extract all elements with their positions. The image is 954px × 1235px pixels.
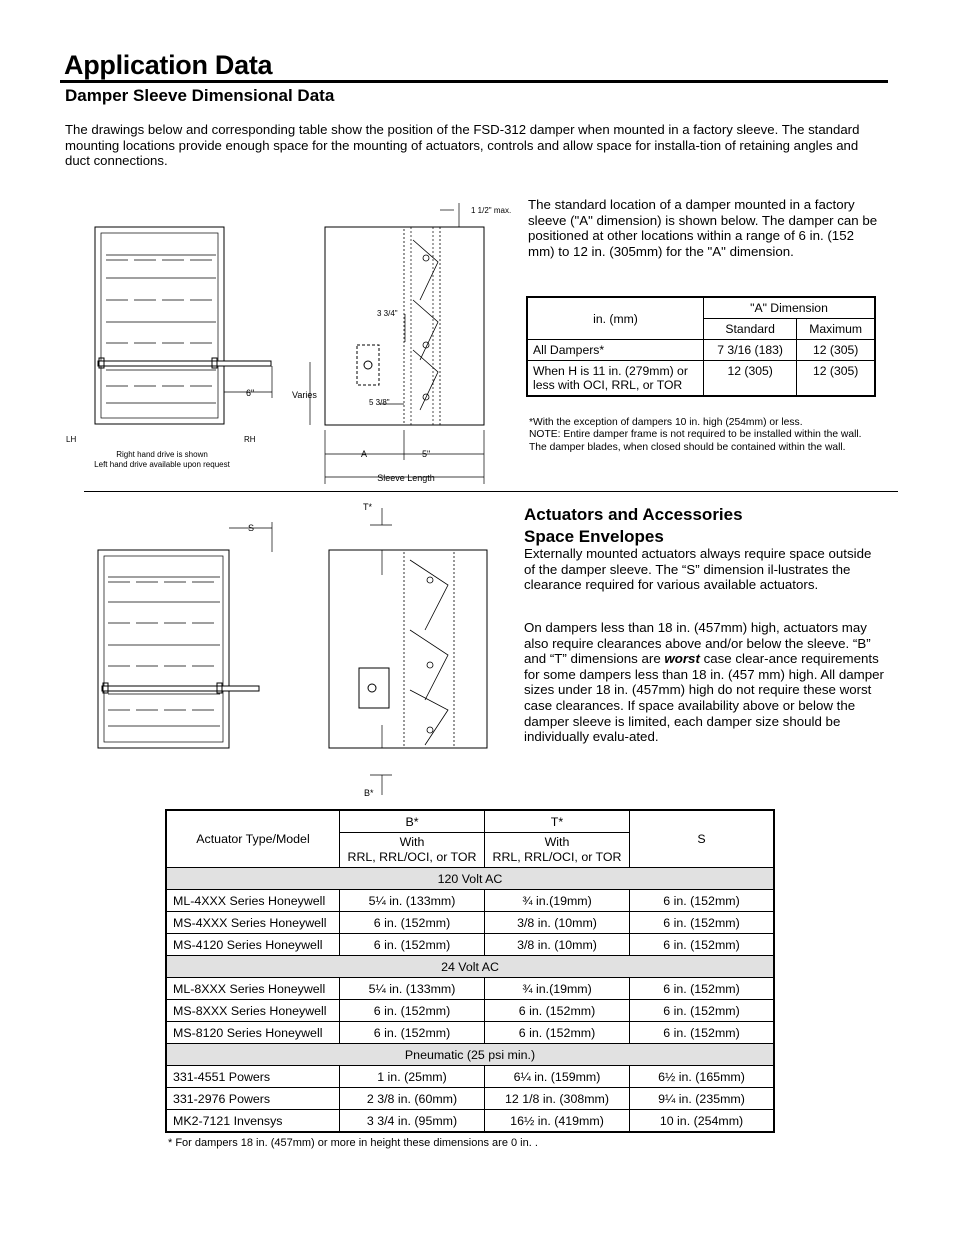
- front-view-frame: [95, 227, 224, 424]
- model-cell: MK2-7121 Invensys: [166, 1110, 340, 1133]
- t-cell: 6 in. (152mm): [485, 1000, 630, 1022]
- s-cell: 9¼ in. (235mm): [630, 1088, 775, 1110]
- table-row: [527, 361, 875, 397]
- six-inch-label: 6": [246, 388, 255, 398]
- section-label: 120 Volt AC: [166, 868, 774, 890]
- row-label: All Dampers*: [527, 340, 704, 361]
- side-view-sleeve: [329, 550, 487, 748]
- s-cell: 6 in. (152mm): [630, 934, 775, 956]
- s-cell: 6 in. (152mm): [630, 890, 775, 912]
- five-inch-label: 5": [422, 449, 431, 459]
- model-cell: ML-4XXX Series Honeywell: [166, 890, 340, 912]
- dimension-notes: [529, 417, 879, 454]
- with-sub: RRL, RRL/OCI, or TOR: [492, 850, 622, 864]
- paragraph-text: On dampers less than 18 in. (457mm) high, actuators may also require clearances above and/or below the sleeve. “B” and “T” dimensions are: [524, 620, 871, 667]
- t-header: T*: [485, 810, 630, 833]
- model-cell: 331-4551 Powers: [166, 1066, 340, 1088]
- actuators-paragraph-2: [524, 620, 884, 745]
- note-exception: *With the exception of dampers 10 in. high (254mm) or less.: [529, 417, 803, 428]
- t-cell: 6 in. (152mm): [485, 1022, 630, 1044]
- b-cell: 6 in. (152mm): [340, 1000, 485, 1022]
- space-envelope-diagram: [90, 498, 500, 803]
- table-row: [166, 1022, 774, 1044]
- row-label: When H is 11 in. (279mm) or less with OCI, RRL, or TOR: [527, 361, 704, 397]
- b-cell: 6 in. (152mm): [340, 1022, 485, 1044]
- b-cell: 6 in. (152mm): [340, 912, 485, 934]
- t-cell: ¾ in.(19mm): [485, 978, 630, 1000]
- actuator-table-body: [166, 868, 774, 1133]
- with-label: With: [544, 835, 570, 849]
- model-cell: 331-2976 Powers: [166, 1088, 340, 1110]
- s-cell: 6 in. (152mm): [630, 1022, 775, 1044]
- table-row: [166, 934, 774, 956]
- dim-5-3-8-label: 5 3/8": [369, 398, 390, 407]
- b-header: B*: [340, 810, 485, 833]
- section-row: [166, 868, 774, 890]
- a-dimension-header: "A" Dimension: [704, 297, 876, 319]
- intro-paragraph: The drawings below and corresponding table show the position of the FSD-312 damper when mounted in a factory sleeve. The standard mounting locations provide enough space for the mounting of actuators, controls and allow space for installa-tion of retaining angles and duct connections.: [65, 122, 860, 169]
- table-row: [166, 1000, 774, 1022]
- dim-3-3-4-label: 3 3/4": [377, 309, 398, 318]
- footnote: * For dampers 18 in. (457mm) or more in height these dimensions are 0 in. .: [168, 1137, 538, 1149]
- b-cell: 5¼ in. (133mm): [340, 978, 485, 1000]
- t-cell: ¾ in.(19mm): [485, 890, 630, 912]
- drive-note-2: Left hand drive available upon request: [94, 460, 230, 469]
- t-cell: 3/8 in. (10mm): [485, 912, 630, 934]
- t-subheader: [485, 833, 630, 868]
- actuator-clearance-table: [165, 809, 775, 1133]
- t-cell: 3/8 in. (10mm): [485, 934, 630, 956]
- section-heading: Damper Sleeve Dimensional Data: [65, 86, 335, 105]
- standard-location-paragraph: The standard location of a damper mounted in a factory sleeve ("A" dimension) is shown below. The damper can be positioned at other locations within a range of 6 in. (152 mm) to 12 in. (305mm) for the "A" dimension.: [528, 197, 878, 259]
- b-cell: 3 3/4 in. (95mm): [340, 1110, 485, 1133]
- s-cell: 6½ in. (165mm): [630, 1066, 775, 1088]
- model-cell: MS-8120 Series Honeywell: [166, 1022, 340, 1044]
- table-row: [166, 1110, 774, 1133]
- t-label: T*: [363, 502, 372, 512]
- units-header: in. (mm): [527, 297, 704, 340]
- section-row: [166, 956, 774, 978]
- paragraph-text: case clear-ance requirements for some dampers less than 18 in. (457 mm) high. All damper sizes under 18 in. (457mm) high do not require these worst case clearances. If space availability above or below the damper sleeve is limited, each damper size should be individually evalu-ated.: [524, 651, 884, 745]
- sleeve-length-label: Sleeve Length: [377, 473, 435, 483]
- section-row: [166, 1044, 774, 1066]
- max-label: 1 1/2" max.: [471, 206, 512, 215]
- s-cell: 6 in. (152mm): [630, 1000, 775, 1022]
- table-row: [166, 1066, 774, 1088]
- page-title: Application Data: [64, 50, 273, 80]
- model-cell: ML-8XXX Series Honeywell: [166, 978, 340, 1000]
- sleeve-dimension-diagram: [60, 195, 530, 485]
- title-rule: [60, 80, 888, 83]
- b-cell: 6 in. (152mm): [340, 934, 485, 956]
- table-row: [527, 340, 875, 361]
- emphasis-worst: worst: [664, 651, 700, 667]
- actuator-outline: [357, 345, 379, 385]
- front-view-blades: [106, 255, 216, 403]
- s-label: S: [248, 523, 255, 533]
- b-label: B*: [364, 788, 374, 798]
- section-label: 24 Volt AC: [166, 956, 774, 978]
- maximum-header: Maximum: [797, 319, 875, 340]
- t-cell: 12 1/8 in. (308mm): [485, 1088, 630, 1110]
- s-cell: 6 in. (152mm): [630, 912, 775, 934]
- standard-cell: 7 3/16 (183): [704, 340, 797, 361]
- a-dimension-table: [526, 296, 876, 397]
- standard-cell: 12 (305): [704, 361, 797, 397]
- section-label: Pneumatic (25 psi min.): [166, 1044, 774, 1066]
- with-label: With: [399, 835, 425, 849]
- rh-label: RH: [244, 435, 256, 444]
- maximum-cell: 12 (305): [797, 361, 875, 397]
- with-sub: RRL, RRL/OCI, or TOR: [347, 850, 477, 864]
- type-header: Actuator Type/Model: [166, 810, 340, 868]
- note-frame: NOTE: Entire damper frame is not required to be installed within the wall. The damper blades, when closed should be contained within the wall.: [529, 429, 862, 453]
- maximum-cell: 12 (305): [797, 340, 875, 361]
- varies-label: Varies: [292, 390, 317, 400]
- actuators-paragraph-1: Externally mounted actuators always require space outside of the damper sleeve. The “S” dimension il-lustrates the clearance required for various available actuators.: [524, 546, 872, 593]
- t-cell: 16½ in. (419mm): [485, 1110, 630, 1133]
- front-view-frame: [98, 550, 229, 748]
- s-cell: 10 in. (254mm): [630, 1110, 775, 1133]
- table-row: [166, 912, 774, 934]
- s-cell: 6 in. (152mm): [630, 978, 775, 1000]
- table-row: [166, 890, 774, 912]
- table-row: [166, 1088, 774, 1110]
- actuators-heading-line1: Actuators and Accessories: [524, 505, 743, 524]
- t-cell: 6¼ in. (159mm): [485, 1066, 630, 1088]
- drive-note-1: Right hand drive is shown: [116, 450, 208, 459]
- actuators-heading-line2: Space Envelopes: [524, 527, 664, 546]
- side-view-sleeve: [325, 227, 484, 425]
- standard-header: Standard: [704, 319, 797, 340]
- drive-shaft: [98, 361, 271, 366]
- b-cell: 2 3/8 in. (60mm): [340, 1088, 485, 1110]
- side-view-blades: [413, 240, 438, 410]
- lh-label: LH: [66, 435, 77, 444]
- b-cell: 1 in. (25mm): [340, 1066, 485, 1088]
- table-row: [166, 978, 774, 1000]
- section-divider: [84, 491, 898, 492]
- model-cell: MS-4XXX Series Honeywell: [166, 912, 340, 934]
- model-cell: MS-8XXX Series Honeywell: [166, 1000, 340, 1022]
- b-cell: 5¼ in. (133mm): [340, 890, 485, 912]
- b-subheader: [340, 833, 485, 868]
- a-label: A: [361, 449, 368, 459]
- actuators-heading: [524, 504, 743, 548]
- s-header: S: [630, 810, 775, 868]
- model-cell: MS-4120 Series Honeywell: [166, 934, 340, 956]
